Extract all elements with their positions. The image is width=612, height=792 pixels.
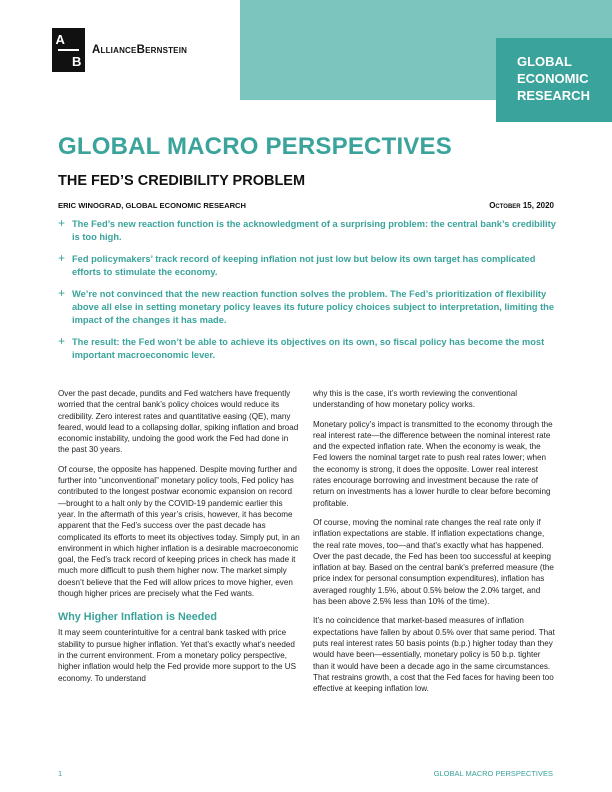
- body-column-left: [58, 388, 300, 692]
- author: ERIC WINOGRAD, GLOBAL ECONOMIC RESEARCH: [58, 201, 247, 210]
- publish-date: October 15, 2020: [489, 201, 554, 210]
- paragraph: Monetary policy’s impact is transmitted to the economy through the real interest rate—the difference between the nominal interest rate and the expected inflation rate. When the economy is weak, the Fed lowers the nominal target rate to push real rates lower; when the economy is strong, it does the opposite. Lower real interest rates encourage borrowing and investment because the rate of return on investments has a lower hurdle to clear before becoming profitable.: [313, 419, 553, 508]
- plus-icon: +: [58, 286, 66, 300]
- plus-icon: +: [58, 251, 66, 265]
- highlight-item: + The result: the Fed won’t be able to achieve its objectives on its own, so fiscal policy has become the most important macroeconomic lever.: [58, 334, 545, 360]
- byline: [58, 201, 554, 210]
- highlight-item: + Fed policymakers’ track record of keeping inflation not just low but below its own target has complicated efforts to stimulate the economy.: [58, 251, 536, 277]
- section-heading: Why Higher Inflation is Needed: [58, 611, 217, 624]
- highlight-item: + The Fed’s new reaction function is the acknowledgment of a surprising problem: the central bank’s credibility is too high.: [58, 216, 556, 242]
- paragraph: Of course, moving the nominal rate changes the real rate only if inflation expectations are stable. If inflation expectations change, the real rate moves, too—and that’s exactly what has happened. Over the past decade, the Fed has been too successful at keeping inflation at bay. Based on the central bank’s preferred measure (the price index for personal consumption expenditures), inflation has averaged roughly 1.5%, about 0.5% below the 2.0% target, and has been above 2.5% less than 10% of the time).: [313, 517, 554, 607]
- plus-icon: +: [58, 216, 66, 230]
- page-number: 1: [58, 769, 63, 778]
- paragraph: why this is the case, it’s worth reviewing the conventional understanding of how monetary policy works.: [313, 389, 518, 410]
- paragraph: Of course, the opposite has happened. Despite moving further and further into “unconventional” monetary policy tools, Fed policy has contributed to the longest postwar economic expansion on record—brought to a halt only by the COVID-19 pandemic earlier this year. In the aftermath of this year’s crisis, however, it has become apparent that the Fed’s success over the past decade has complicated its efforts to meet its objectives today. Simply put, in an environment in which higher inflation is a desirable macroeconomic goal, the Fed’s track record of keeping prices in check has made it much more difficult to push them higher now. The market simply doesn’t believe that the Fed will allow prices to move higher, even though higher prices are precisely what the Fed wants.: [58, 464, 300, 599]
- paragraph: It’s no coincidence that market-based measures of inflation expectations have fallen by about 0.5% over that same period. That puts real interest rates 50 basis points (b.p.) higher today than they would have been—essentially, monetary policy is 50 b.p. tighter than it would have been a decade ago in the same circumstances. That restrains growth, a cost that the Fed faces for having been too effective at keeping inflation low.: [313, 616, 555, 694]
- ab-logo-icon: [52, 28, 85, 72]
- logo-area: [0, 0, 240, 100]
- highlight-item: + We’re not convinced that the new reaction function solves the problem. The Fed’s prioritization of flexibility above all else in setting monetary policy leaves its future policy choices subject to interpretation, limiting the impact of the changes it has made.: [58, 286, 555, 325]
- article-title: THE FED’S CREDIBILITY PROBLEM: [58, 173, 306, 189]
- plus-icon: +: [58, 334, 66, 348]
- body-column-right: [313, 388, 555, 702]
- paragraph: It may seem counterintuitive for a central bank tasked with price stability to pursue higher inflation. Yet that’s exactly what’s needed in the current environment. From a monetary policy perspective, higher inflation would help the Fed provide more support to the US economy. To understand: [58, 628, 297, 683]
- logo-letter-b: B: [72, 53, 82, 69]
- paragraph: Over the past decade, pundits and Fed watchers have frequently worried that the central bank’s policy choices would reduce its credibility. Zero interest rates and quantitative easing (QE), many feared, would lead to a collapsing dollar, spiking inflation and broad economic instability, undoing the good work the Fed had done in the past 30 years.: [58, 389, 299, 455]
- logo-letter-a: A: [55, 31, 65, 47]
- running-title: GLOBAL MACRO PERSPECTIVES: [433, 769, 553, 778]
- highlights-list: [58, 218, 556, 371]
- series-label: GLOBAL ECONOMIC RESEARCH: [517, 54, 590, 103]
- brand-name: AllianceBernstein: [92, 44, 188, 56]
- series-tab: [496, 38, 612, 122]
- page-title: GLOBAL MACRO PERSPECTIVES: [58, 133, 452, 160]
